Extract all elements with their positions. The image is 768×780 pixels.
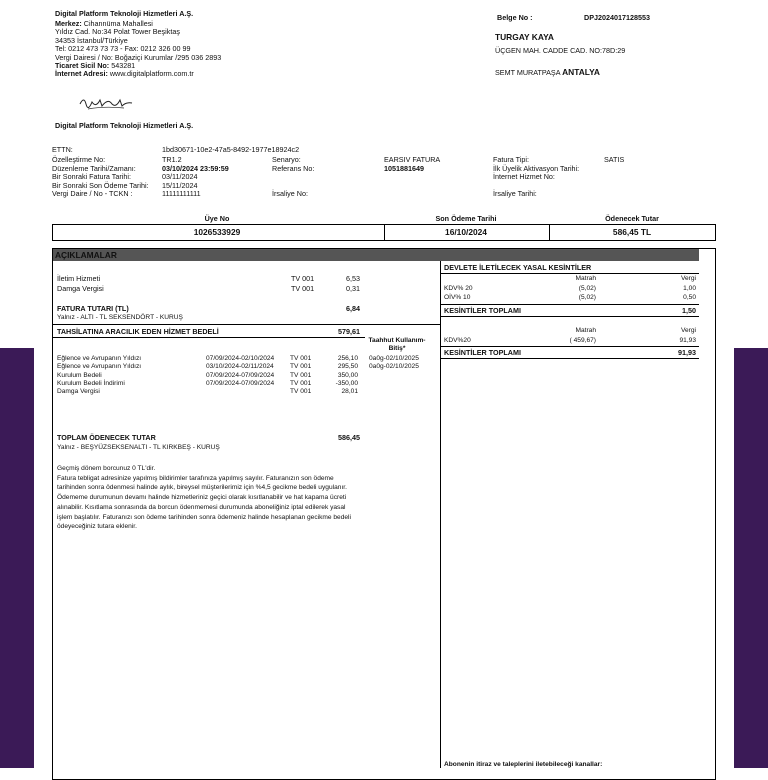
- grand-total-words: Yalnız - BEŞYÜZSEKSENALTI - TL KIRKBEŞ - KURUŞ: [57, 444, 220, 451]
- item-period: 07/09/2024-07/09/2024: [206, 379, 275, 387]
- item-period: 07/09/2024-02/10/2024: [206, 355, 275, 362]
- due-date-header: Son Ödeme Tarihi: [435, 214, 497, 223]
- meta-label: İrsaliye No:: [272, 189, 308, 198]
- signature-icon: [78, 94, 134, 112]
- note-line: işlem başlatılır. Faturanızı son ödeme tarihinden sonra ödemeniz halinde hesaplanan gecikme bedeli: [57, 513, 351, 521]
- footer-channels-text: Abonenin itiraz ve taleplerini iletebileceği kanallar:: [444, 761, 603, 768]
- doc-no-value: DPJ2024017128553: [584, 13, 650, 22]
- item-code: TV 001: [290, 379, 312, 387]
- meta-value: 1051881649: [384, 163, 424, 173]
- meta-label: Fatura Tipi:: [493, 155, 529, 164]
- service-code: TV 001: [291, 274, 315, 283]
- item-amount: -350,00: [335, 379, 358, 387]
- details-column-divider: [440, 261, 441, 768]
- withholding-name: OİV% 10: [444, 293, 471, 301]
- company-line-value: Yıldız Cad. No:34 Polat Tower Beşiktaş: [55, 27, 180, 37]
- due-date-value: 16/10/2024: [445, 227, 487, 237]
- meta-value: TR1.2: [162, 155, 182, 164]
- service-name: İletim Hizmeti: [57, 274, 101, 283]
- company-line-value: 34353 İstanbul/Türkiye: [55, 35, 128, 45]
- item-code: TV 001: [290, 355, 312, 362]
- service-amount: 0,31: [346, 284, 360, 293]
- item-amount: 256,10: [337, 355, 358, 362]
- withholding-matrah: (5,02): [578, 293, 596, 301]
- grand-total-value: 586,45: [338, 433, 360, 442]
- item-amount: 350,00: [337, 371, 358, 379]
- payable-amount-value: 586,45 TL: [612, 227, 652, 237]
- item-code: TV 001: [290, 371, 312, 379]
- company-line-value: 543281: [109, 61, 136, 70]
- note-line: Ödememe durumunun devamı halinde hizmetleriniz geçici olarak kısıtlanabilir ve hat kapama ücreti: [57, 494, 347, 502]
- invoice-total-value: 6,84: [346, 304, 360, 313]
- withholding-matrah: (5,02): [578, 285, 596, 292]
- withholding2-matrah: ( 459,67): [569, 337, 596, 344]
- customer-address-line2: [495, 68, 600, 77]
- taahhut-header: Taahhut Kullanım-Bitiş*: [368, 337, 426, 352]
- item-amount: 28,01: [341, 388, 358, 396]
- ettn-value: 1bd30671-10e2-47a5-8492-1977e18924c2: [162, 145, 300, 154]
- note-line: alınabilir. Kısıtlama sonrasında da borcun ödenmemesi durumunda aboneliğiniz iptal edilerek yasal: [57, 503, 346, 511]
- withholding-matrah-header: Matrah: [575, 275, 596, 282]
- details-title-bar: [53, 249, 699, 261]
- withholding2-vergi-header: Vergi: [680, 327, 696, 334]
- item-name: Eğlence ve Avrupanın Yıldızı: [57, 363, 142, 371]
- withholding-total-value: 1,50: [682, 306, 696, 315]
- meta-label: Senaryo:: [272, 155, 301, 164]
- company-line-value: Vergi Dairesi / No: Boğaziçi Kurumlar /295 036 2893: [55, 52, 222, 62]
- withholding2-vergi: 91,93: [679, 337, 696, 344]
- payable-amount-header: Ödenecek Tutar: [605, 214, 659, 223]
- service-amount: 6,53: [346, 274, 360, 283]
- service-code: TV 001: [291, 284, 315, 293]
- member-no-header: Üye No: [204, 214, 230, 223]
- withholding-vergi-header: Vergi: [680, 275, 696, 282]
- meta-label: İnternet Hizmet No:: [493, 172, 555, 181]
- item-code: TV 001: [290, 363, 312, 371]
- doc-no-label: Belge No :: [497, 13, 533, 22]
- note-line: Fatura tebligat adresinize yapılmış bildirimler tarafınıza yapılmış sayılır. Faturanızın son ödeme: [57, 474, 334, 482]
- left-purple-band: [0, 348, 34, 768]
- item-period: 07/09/2024-07/09/2024: [206, 371, 275, 379]
- customer-district: SEMT MURATPAŞA: [495, 68, 561, 77]
- meta-label: Özelleştirme No:: [52, 155, 106, 164]
- item-name: Damga Vergisi: [57, 388, 100, 396]
- note-line: ödeyeceğiniz tutara eklenir.: [57, 523, 137, 531]
- withholding-title: DEVLETE İLETİLECEK YASAL KESİNTİLER: [444, 263, 592, 272]
- meta-label: Düzenleme Tarihi/Zamanı:: [52, 163, 136, 173]
- meta-label: Referans No:: [272, 163, 315, 173]
- item-name: Eğlence ve Avrupanın Yıldızı: [57, 355, 142, 362]
- meta-label: Bir Sonraki Fatura Tarihi:: [52, 172, 131, 181]
- withholding-name: KDV% 20: [444, 285, 473, 292]
- meta-value: SATIS: [604, 155, 625, 164]
- collection-label: TAHSİLATINA ARACILIK EDEN HİZMET BEDELİ: [57, 327, 219, 336]
- meta-label: İrsaliye Tarihi:: [493, 189, 537, 198]
- company-name: Digital Platform Teknoloji Hizmetleri A.Ş.: [55, 9, 194, 18]
- withholding-total-label: KESİNTİLER TOPLAMI: [444, 306, 521, 315]
- collection-total: 579,61: [338, 327, 360, 336]
- note-line: tarihinden sonra ödenmesi halinde aylık, bireysel müşterilerimiz için %4,5 gecikme bedeli uygulanır.: [57, 484, 347, 492]
- withholding-vergi: 0,50: [683, 293, 696, 301]
- grand-total-label: TOPLAM ÖDENECEK TUTAR: [57, 433, 156, 442]
- details-title: AÇIKLAMALAR: [55, 250, 117, 260]
- item-commitment: 0a0g-02/10/2025: [369, 363, 419, 371]
- invoice-total-words: Yalnız - ALTI - TL SEKSENDÖRT - KURUŞ: [57, 314, 183, 321]
- company-line-value: Cihannüma Mahallesi: [81, 19, 153, 28]
- service-name: Damga Vergisi: [57, 284, 104, 293]
- withholding2-matrah-header: Matrah: [575, 327, 596, 334]
- meta-label: Vergi Daire / No - TCKN :: [52, 189, 133, 198]
- signature-company-name: Digital Platform Teknoloji Hizmetleri A.Ş.: [55, 121, 194, 130]
- item-period: 03/10/2024-02/11/2024: [206, 363, 274, 371]
- customer-name: TURGAY KAYA: [495, 32, 554, 42]
- company-line-value: www.digitalplatform.com.tr: [107, 69, 194, 79]
- meta-value: 03/10/2024 23:59:59: [162, 163, 229, 173]
- member-no-value: 1026533929: [193, 227, 241, 237]
- meta-value: EARSIV FATURA: [384, 155, 441, 164]
- note-line: Geçmiş dönem borcunuz 0 TL'dir.: [57, 465, 156, 472]
- invoice-total-label: FATURA TUTARI (TL): [57, 304, 129, 313]
- meta-value: 11111111111: [162, 189, 201, 198]
- company-line-label: Ticaret Sicil No:: [55, 61, 110, 70]
- withholding2-total-label: KESİNTİLER TOPLAMI: [444, 348, 521, 357]
- company-address-line: [55, 69, 194, 78]
- item-code: TV 001: [290, 388, 312, 396]
- item-name: Kurulum Bedeli: [57, 371, 102, 379]
- right-purple-band: [734, 348, 768, 768]
- company-line-value: Tel: 0212 473 73 73 - Fax: 0212 326 00 99: [55, 44, 191, 54]
- meta-value: 15/11/2024: [162, 180, 198, 190]
- customer-city: ANTALYA: [562, 67, 600, 77]
- meta-label: Bir Sonraki Son Ödeme Tarihi:: [52, 180, 149, 190]
- company-line-label: Merkez:: [55, 19, 82, 28]
- meta-value: 03/11/2024: [162, 172, 198, 181]
- company-line-label: İnternet Adresi:: [55, 69, 108, 79]
- customer-address-line1: ÜÇGEN MAH. CADDE CAD. NO:78D:29: [495, 46, 626, 55]
- withholding2-name: KDV%20: [444, 337, 471, 344]
- item-amount: 295,50: [337, 363, 358, 371]
- item-commitment: 0a0g-02/10/2025: [369, 355, 419, 362]
- meta-label: İlk Üyelik Aktivasyon Tarihi:: [493, 163, 580, 173]
- ettn-label: ETTN:: [52, 145, 73, 154]
- withholding-vergi: 1,00: [683, 285, 696, 292]
- withholding2-total-value: 91,93: [678, 348, 696, 357]
- item-name: Kurulum Bedeli İndirimi: [57, 379, 125, 387]
